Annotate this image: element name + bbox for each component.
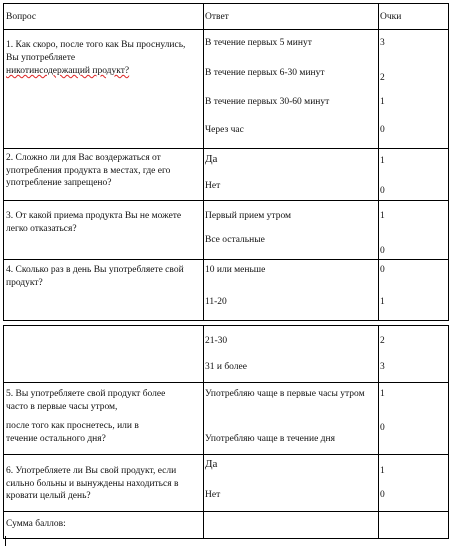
q3-option-1: Первый прием утром [205,211,292,221]
q5-points-1: 1 [380,389,385,399]
q4-question: 4. Сколько раз в день Вы употребляете свой продукт? [6,265,184,288]
q2-points-2: 0 [380,186,385,196]
q4-points-4: 3 [380,362,385,372]
q5-option-1: Употребляю чаще в первые часы утром [205,389,365,399]
q2-option-2: Нет [205,181,221,191]
q5-question-part1: 5. Вы употребляете свой продукт более часто в первые часы утром, [6,389,166,412]
q3-points-1: 1 [380,211,385,221]
q1-option-4: Через час [205,125,244,135]
q4-points-1: 0 [380,265,385,275]
q3-question: 3. От какой приема продукта Вы не можете легко отказаться? [6,211,182,234]
q3-option-2: Все остальные [205,235,265,245]
q4-option-4: 31 и более [205,362,247,372]
q6-points-1: 1 [380,466,385,476]
q4-option-3: 21-30 [205,336,228,346]
q1-question-line1: 1. Как скоро, после того как Вы проснулись, [6,40,186,50]
q2-points-1: 1 [380,156,385,166]
header-answer: Ответ [205,12,229,22]
q1-option-1: В течение первых 5 минут [205,38,312,48]
q4-option-2: 11-20 [205,297,227,307]
q4-points-3: 2 [380,336,385,346]
q1-points-4: 0 [380,125,385,135]
q4-points-2: 1 [380,297,385,307]
q6-option-1: Да [205,458,218,470]
q3-points-2: 0 [380,246,385,256]
q6-option-2: Нет [205,490,221,500]
q2-question: 2. Сложно ли для Вас воздержаться от употребления продукта в местах, где его употребление запрещено? [6,153,171,188]
q1-points-3: 1 [380,97,385,107]
q4-option-1: 10 или меньше [205,265,266,275]
q1-option-2: В течение первых 6-30 минут [205,68,325,78]
q2-option-1: Да [205,153,218,165]
q1-option-3: В течение первых 30-60 минут [205,97,330,107]
q6-points-2: 0 [380,490,385,500]
q5-question-part2: после того как проснетесь, или в течение остального дня? [6,421,139,444]
q6-question: 6. Употребляете ли Вы свой продукт, если сильно больны и вынуждены находиться в кровати целый день? [6,466,179,501]
q1-question-line3: никотинсодержащий продукт? [6,66,130,76]
q1-points-1: 3 [380,38,385,48]
header-points: Очки [380,12,402,22]
q1-question-line2: Вы употребляете [6,53,76,63]
text-cursor [5,536,6,546]
q1-points-2: 2 [380,73,385,83]
total-label: Сумма баллов: [6,519,66,529]
q5-option-2: Употребляю чаще в течение дня [205,434,335,444]
q5-points-2: 0 [380,423,385,433]
header-question: Вопрос [6,12,37,22]
